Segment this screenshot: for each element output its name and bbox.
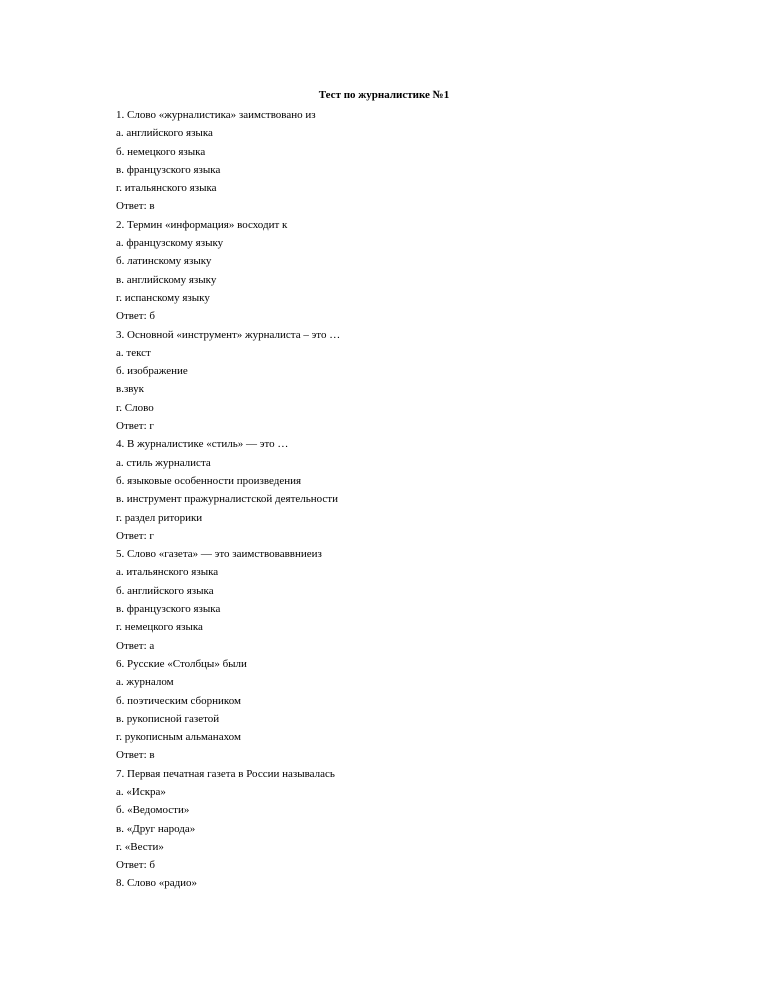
option-line: б. латинскому языку [116, 255, 212, 268]
option-line: б. изображение [116, 365, 188, 378]
option-line: а. текст [116, 346, 151, 359]
option-line: г. «Вести» [116, 840, 164, 853]
option-line: б. английского языка [116, 584, 214, 597]
answer-line: Ответ: г [116, 529, 154, 542]
option-line: г. раздел риторики [116, 511, 203, 524]
option-line: г. рукописным альманахом [116, 731, 241, 744]
question-line: 2. Термин «информация» восходит к [116, 218, 288, 231]
option-line: в.звук [116, 383, 144, 396]
question-line: 6. Русские «Столбцы» были [116, 657, 247, 670]
question-line: 8. Слово «радио» [116, 877, 198, 890]
option-line: г. немецкого языка [116, 621, 203, 634]
option-line: г. испанскому языку [116, 291, 210, 304]
answer-line: Ответ: в [116, 749, 155, 762]
answer-line: Ответ: г [116, 420, 154, 433]
question-line: 4. В журналистике «стиль» — это … [116, 438, 289, 451]
test-questions-list [116, 106, 340, 893]
answer-line: Ответ: а [116, 639, 155, 652]
question-line: 7. Первая печатная газета в России называлась [116, 767, 335, 780]
option-line: а. итальянского языка [116, 566, 219, 579]
option-line: б. языковые особенности произведения [116, 474, 302, 487]
option-line: в. инструмент пражурналистской деятельности [116, 493, 338, 506]
option-line: а. «Искра» [116, 785, 166, 798]
option-line: б. немецкого языка [116, 145, 206, 158]
question-line: 1. Слово «журналистика» заимствовано из [116, 109, 316, 121]
option-line: а. английского языка [116, 127, 213, 140]
option-line: а. французскому языку [116, 237, 224, 250]
option-line: а. стиль журналиста [116, 456, 211, 469]
option-line: г. Слово [116, 401, 154, 414]
option-line: в. французского языка [116, 163, 221, 176]
option-line: в. рукописной газетой [116, 712, 220, 725]
answer-line: Ответ: в [116, 200, 155, 213]
answer-line: Ответ: б [116, 310, 155, 323]
answer-line: Ответ: б [116, 859, 155, 872]
option-line: б. «Ведомости» [116, 804, 190, 817]
option-line: а. журналом [116, 676, 174, 689]
option-line: в. английскому языку [116, 273, 217, 286]
question-line: 5. Слово «газета» — это заимствоваввниеиз [116, 548, 322, 561]
option-line: в. «Друг народа» [116, 822, 196, 835]
document-title: Тест по журналистике №1 [318, 89, 450, 101]
option-line: г. итальянского языка [116, 182, 217, 195]
option-line: в. французского языка [116, 603, 221, 616]
option-line: б. поэтическим сборником [116, 694, 241, 707]
question-line: 3. Основной «инструмент» журналиста – это … [116, 328, 341, 341]
